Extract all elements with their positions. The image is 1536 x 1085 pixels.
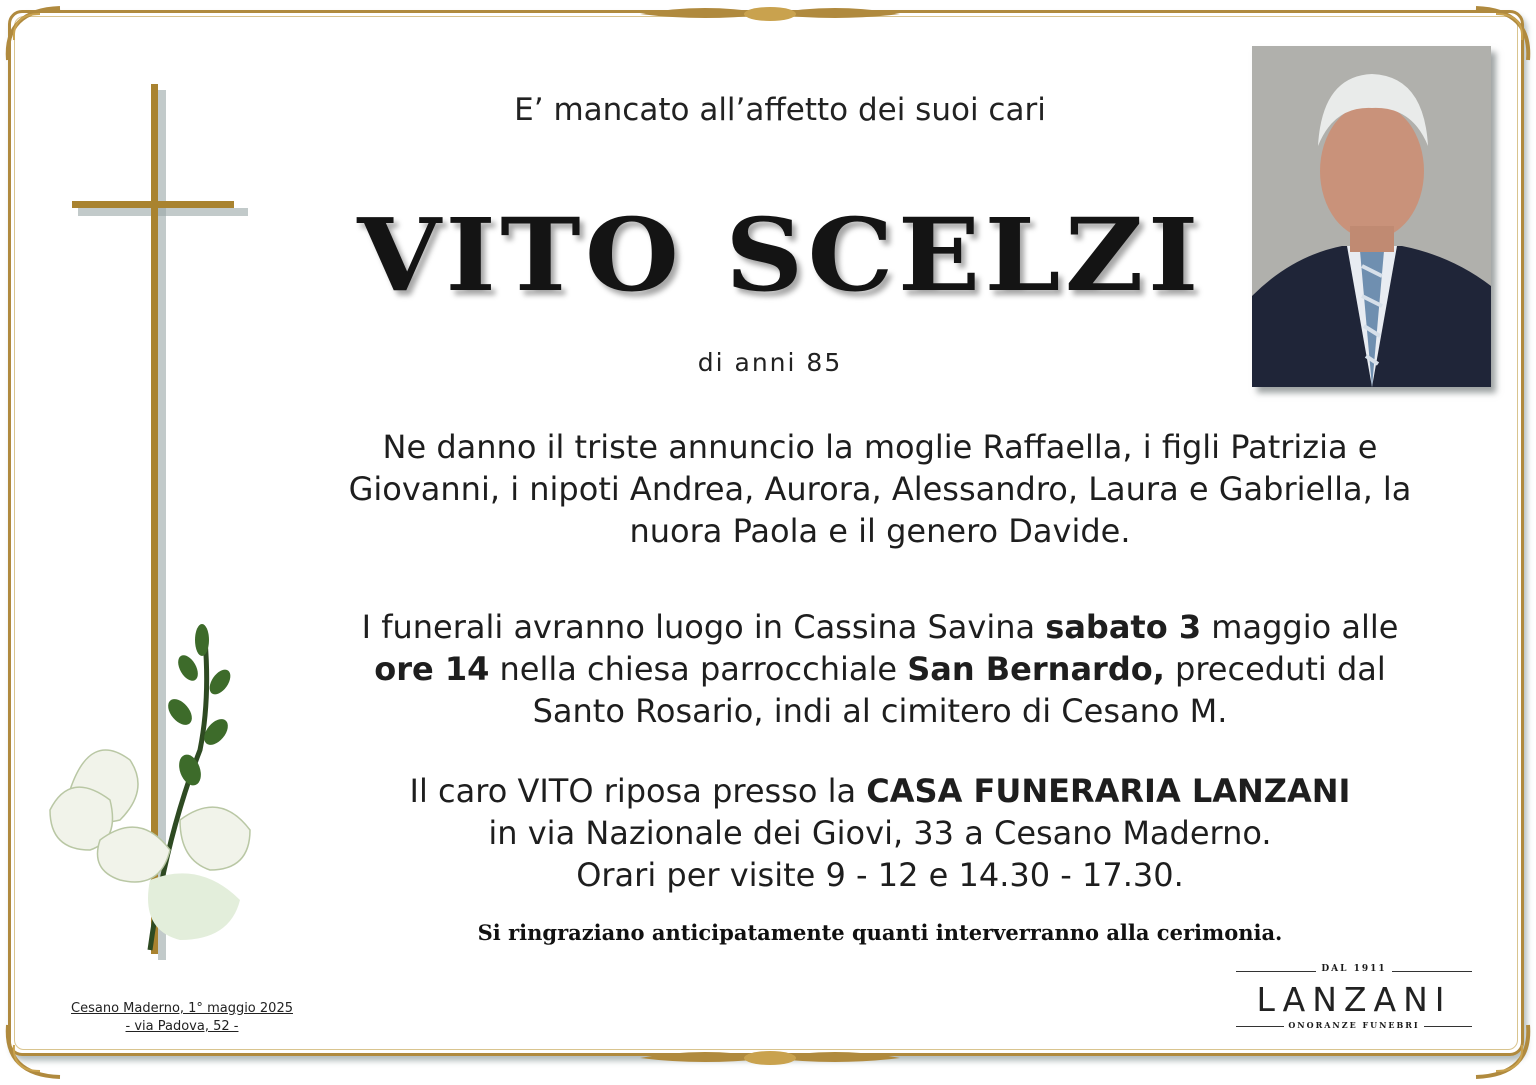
logo-subtitle: ONORANZE FUNEBRI	[1288, 1020, 1420, 1030]
rest-line-1	[330, 770, 1430, 812]
corner-ornament-bottom-right	[1466, 1015, 1536, 1085]
rest-line-3: Orari per visite 9 - 12 e 14.30 - 17.30.	[576, 856, 1184, 894]
place-date: Cesano Maderno, 1° maggio 2025	[71, 1001, 293, 1016]
rest-details	[330, 770, 1430, 896]
portrait-image	[1252, 46, 1491, 387]
funeral-text-2: maggio alle	[1201, 608, 1399, 646]
funeral-church: San Bernardo,	[907, 650, 1165, 688]
funeral-time: ore 14	[374, 650, 490, 688]
funeral-text-4: preceduti dal Santo Rosario, indi al cimitero di Cesano M.	[532, 650, 1386, 730]
footer-place-date	[56, 1000, 308, 1036]
funeral-text-1: I funerali avranno luogo in Cassina Savina	[361, 608, 1046, 646]
rest-line-2: in via Nazionale dei Giovi, 33 a Cesano Maderno.	[488, 814, 1272, 852]
lily-flower-icon	[30, 620, 290, 960]
funeral-day: sabato 3	[1045, 608, 1202, 646]
bottom-ornament	[640, 1044, 900, 1074]
funeral-home-name: CASA FUNERARIA LANZANI	[866, 772, 1351, 810]
top-ornament	[640, 0, 900, 30]
corner-ornament-top-left	[0, 0, 70, 70]
address: - via Padova, 52 -	[125, 1019, 239, 1034]
thanks-text: Si ringraziano anticipatamente quanti interverranno alla cerimonia.	[477, 920, 1283, 945]
rest-text-1: Il caro VITO riposa presso la	[409, 772, 867, 810]
lanzani-logo	[1236, 960, 1472, 1036]
family-announcement: Ne danno il triste annuncio la moglie Raffaella, i figli Patrizia e Giovanni, i nipoti Andrea, Aurora, Alessandro, Laura e Gabriella, la nuora Paola e il genero Davide.	[348, 428, 1412, 550]
deceased-name: VITO SCELZI	[357, 196, 1203, 314]
funeral-details	[330, 606, 1430, 732]
portrait-photo	[1252, 46, 1491, 387]
logo-brand: LANZANI	[1256, 980, 1452, 1019]
funeral-text-3: nella chiesa parrocchiale	[489, 650, 908, 688]
age-text: di anni 85	[697, 348, 843, 377]
intro-text: E’ mancato all’affetto dei suoi cari	[514, 92, 1046, 128]
logo-since: DAL 1911	[1321, 964, 1387, 974]
